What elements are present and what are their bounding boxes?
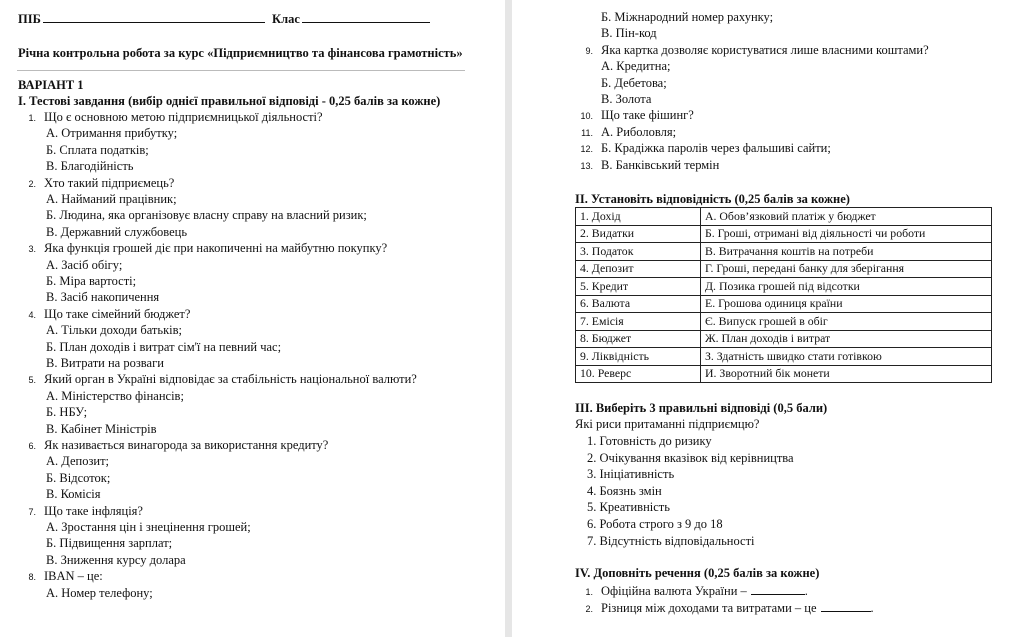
question-number: 13. [580, 160, 593, 171]
answer-option: А. Найманий працівник; [46, 192, 177, 206]
answer-option: А. Зростання цін і знецінення грошей; [46, 520, 251, 534]
sentence-number: 1. [585, 587, 593, 597]
definition-cell: И. Зворотний бік монети [701, 365, 992, 383]
answer-option: А. Кредитна; [601, 59, 671, 74]
definition-cell: Д. Позика грошей під відсотки [701, 278, 992, 296]
question-number: 12. [580, 144, 593, 155]
variant-heading: ВАРІАНТ 1 [18, 78, 84, 92]
sentence-text: Офіційна валюта України – [601, 584, 747, 598]
question-line [579, 158, 719, 174]
term-cell: 2. Видатки [576, 225, 701, 243]
question-number: 5. [28, 375, 36, 386]
section3-heading: ІІІ. Виберіть 3 правильні відповіді (0,5 бали) [575, 401, 828, 415]
question-text: Яка функція грошей діє при накопиченні на майбутню покупку? [44, 241, 388, 256]
answer-option: Б. План доходів і витрат сім'ї на певний час; [46, 339, 282, 354]
definition-cell: Г. Гроші, передані банку для зберігання [701, 260, 992, 278]
multi-choice-option: 2. Очікування вказівок від керівництва [587, 450, 794, 465]
question-number: 3. [28, 244, 36, 255]
section4-heading: ІV. Доповніть речення (0,25 балів за кожне) [575, 566, 820, 580]
sentence-number: 2. [585, 603, 593, 614]
multi-choice-option: 5. Креативність [587, 500, 670, 515]
table-row [576, 295, 992, 313]
answer-option: Б. НБУ; [46, 405, 88, 420]
multi-choice-option: 6. Робота строго з 9 до 18 [587, 517, 723, 531]
question-number: 8. [28, 572, 36, 583]
class-label: Клас [272, 11, 430, 27]
answer-option: А. Міністерство фінансів; [46, 388, 184, 403]
multi-choice-option: 1. Готовність до ризику [587, 434, 712, 448]
question-text: Як називається винагорода за використання кредиту? [44, 438, 329, 452]
term-cell: 1. Дохід [576, 208, 701, 226]
answer-option: В. Пін-код [601, 26, 657, 41]
question-text: А. Риболовля; [601, 124, 677, 139]
table-row [576, 225, 992, 243]
matching-table [575, 207, 992, 383]
multi-choice-option: 4. Боязнь змін [587, 483, 662, 498]
term-cell: 9. Ліквідність [576, 348, 701, 366]
answer-option: В. Зниження курсу долара [46, 552, 186, 567]
definition-cell: Е. Грошова одиниця країни [701, 295, 992, 313]
sentence-end: . [870, 600, 874, 615]
section3-question: Які риси притаманні підприємцю? [575, 417, 760, 431]
question-line [22, 307, 190, 323]
fill-in-sentence [579, 600, 874, 617]
definition-cell: А. Обов’язковий платіж у бюджет [701, 208, 992, 226]
answer-option: А. Засіб обігу; [46, 257, 123, 272]
question-line [22, 372, 417, 388]
question-number: 9. [585, 45, 593, 56]
table-row [576, 278, 992, 296]
question-text: В. Банківський термін [601, 157, 720, 172]
question-line [22, 110, 323, 126]
question-text: Хто такий підприємець? [44, 175, 175, 190]
table-row [576, 243, 992, 261]
answer-option: Б. Сплата податків; [46, 142, 149, 157]
question-text: Що таке фішинг? [601, 108, 694, 123]
answer-option: Б. Дебетова; [601, 75, 667, 90]
answer-option: А. Тільки доходи батьків; [46, 323, 183, 338]
definition-cell: Є. Випуск грошей в обіг [701, 313, 992, 331]
pib-label: ПІБ [18, 11, 265, 27]
term-cell: 3. Податок [576, 243, 701, 261]
answer-option: В. Витрати на розваги [46, 356, 164, 370]
multi-choice-option: 7. Відсутність відповідальності [587, 533, 755, 548]
answer-option: А. Отримання прибутку; [46, 126, 178, 141]
answer-option: Б. Міра вартості; [46, 274, 137, 288]
answer-option: Б. Міжнародний номер рахунку; [601, 10, 774, 24]
question-text: Що таке сімейний бюджет? [44, 306, 191, 321]
document-page-left [0, 0, 505, 637]
answer-option: В. Кабінет Міністрів [46, 421, 157, 436]
document-page-right [512, 0, 1024, 637]
definition-cell: З. Здатність швидко стати готівкою [701, 348, 992, 366]
answer-option: В. Благодійність [46, 159, 134, 174]
answer-option: В. Засіб накопичення [46, 290, 160, 305]
definition-cell: В. Витрачання коштів на потреби [701, 243, 992, 261]
term-cell: 6. Валюта [576, 295, 701, 313]
table-row [576, 348, 992, 366]
question-line [22, 176, 174, 192]
term-cell: 8. Бюджет [576, 330, 701, 348]
question-line [22, 504, 143, 520]
question-line [22, 569, 103, 585]
question-text: Що таке інфляція? [44, 503, 143, 518]
question-number: 2. [28, 178, 36, 189]
question-number: 6. [28, 441, 36, 451]
answer-blank[interactable] [751, 583, 805, 595]
definition-cell: Б. Гроші, отримані від діяльності чи роботи [701, 225, 992, 243]
question-line [579, 125, 676, 141]
table-row [576, 365, 992, 383]
table-row [576, 330, 992, 348]
sentence-text: Різниця між доходами та витратами – це [601, 600, 817, 615]
answer-blank[interactable] [821, 600, 871, 612]
question-number: 4. [28, 309, 36, 320]
term-cell: 10. Реверс [576, 365, 701, 383]
answer-option: А. Номер телефону; [46, 585, 153, 600]
question-text: Яка картка дозволяє користуватися лише власними коштами? [601, 42, 929, 57]
answer-option: В. Державний службовець [46, 224, 188, 239]
question-text: Що є основною метою підприємницької діяльності? [44, 110, 323, 124]
section1-heading: І. Тестові завдання (вибір однієї правильної відповіді - 0,25 балів за кожне) [18, 94, 441, 108]
fill-in-sentence [579, 583, 808, 600]
answer-option: Б. Відсоток; [46, 470, 111, 485]
question-text: Який орган в Україні відповідає за стабільність національної валюти? [44, 372, 417, 387]
question-line [579, 108, 694, 124]
question-number: 1. [28, 113, 36, 123]
question-line [579, 43, 929, 59]
multi-choice-option: 3. Ініціативність [587, 467, 675, 482]
sentence-end: . [804, 584, 808, 598]
table-row [576, 208, 992, 226]
answer-option: Б. Підвищення зарплат; [46, 536, 173, 551]
section2-heading: ІІ. Установіть відповідність (0,25 балів за кожне) [575, 192, 850, 206]
term-cell: 7. Емісія [576, 313, 701, 331]
question-number: 10. [580, 111, 593, 122]
term-cell: 5. Кредит [576, 278, 701, 296]
table-row [576, 260, 992, 278]
question-text: IBAN – це: [44, 569, 103, 584]
question-line [579, 141, 831, 157]
answer-option: В. Золота [601, 92, 652, 106]
answer-option: В. Комісія [46, 487, 101, 502]
definition-cell: Ж. План доходів і витрат [701, 330, 992, 348]
divider [17, 70, 465, 71]
table-row [576, 313, 992, 331]
question-text: Б. Крадіжка паролів через фальшиві сайти; [601, 141, 831, 156]
question-line [22, 241, 387, 257]
answer-option: Б. Людина, яка організовує власну справу на власний ризик; [46, 208, 367, 223]
answer-option: А. Депозит; [46, 454, 110, 469]
document-title: Річна контрольна робота за курс «Підприємництво та фінансова грамотність» [18, 46, 463, 60]
question-line [22, 438, 328, 454]
question-number: 7. [28, 506, 36, 517]
question-number: 11. [581, 127, 593, 138]
term-cell: 4. Депозит [576, 260, 701, 278]
